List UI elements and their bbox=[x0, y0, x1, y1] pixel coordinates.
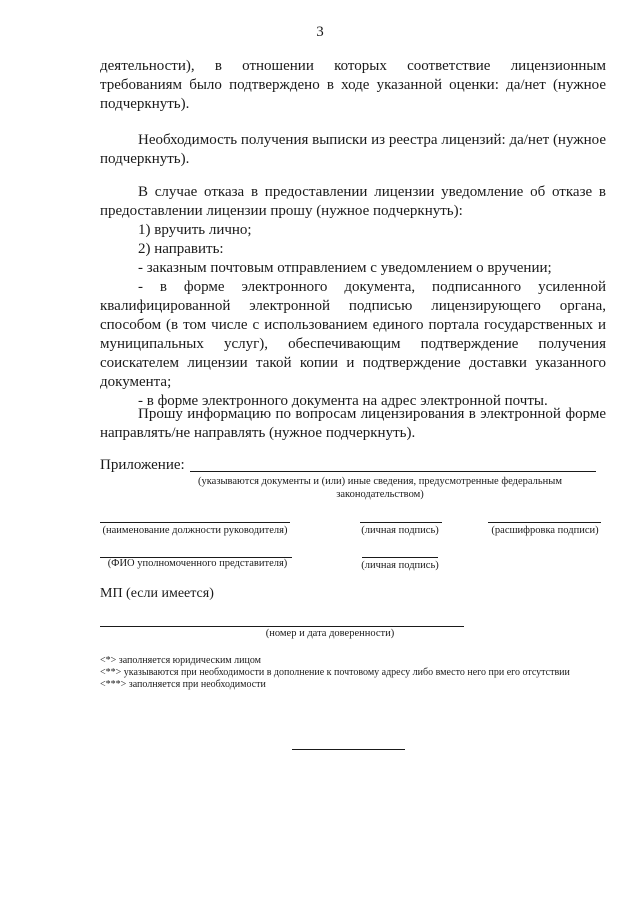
footnote-2: <**> указываются при необходимости в дополнение к почтовому адресу либо вместо него при его отсутствии bbox=[100, 667, 570, 678]
refusal-notice-text: В случае отказа в предоставлении лицензии уведомление об отказе в предоставлении лицензии прошу (нужное подчеркнуть): bbox=[100, 184, 606, 219]
option-send: 2) направить: bbox=[138, 241, 224, 257]
appendix-label bbox=[100, 456, 606, 475]
seal-label-text: МП (если имеется) bbox=[100, 586, 214, 601]
signature-decoding-line bbox=[488, 522, 601, 523]
signature-caption-2: (личная подпись) bbox=[361, 560, 439, 571]
footnotes bbox=[100, 655, 606, 691]
head-position-line bbox=[100, 522, 290, 523]
signature-line-2 bbox=[362, 557, 438, 558]
end-divider-line bbox=[292, 749, 405, 750]
power-of-attorney-caption: (номер и дата доверенности) bbox=[265, 628, 395, 639]
paragraph-electronic-info-text: Прошу информацию по вопросам лицензирования в электронной форме направлять/не направлять (нужное подчеркнуть). bbox=[100, 406, 606, 441]
option-electronic-document: - в форме электронного документа, подписанного усиленной квалифицированной электронной подписью лицензирующего органа, способом (в том числе с использованием единого портала государственных и муниципальных услуг), обеспечивающим подтверждение получения соискателем лицензии такой копии и подтверждение доставки указанного документа; bbox=[100, 279, 606, 390]
footnote-1: <*> заполняется юридическим лицом bbox=[100, 655, 261, 666]
paragraph-activities bbox=[100, 57, 606, 114]
appendix-caption-2: законодательством) bbox=[336, 489, 424, 500]
paragraph-electronic-info bbox=[100, 405, 606, 443]
option-hand-deliver: 1) вручить лично; bbox=[138, 222, 252, 238]
signature-line-1 bbox=[360, 522, 442, 523]
signature-decoding-caption: (расшифровка подписи) bbox=[491, 525, 599, 536]
footnote-3: <***> заполняется при необходимости bbox=[100, 679, 266, 690]
power-of-attorney-line bbox=[100, 626, 464, 627]
appendix-caption-1: (указываются документы и (или) иные сведения, предусмотренные федеральным bbox=[197, 476, 563, 487]
page-number: 3 bbox=[316, 24, 324, 40]
option-registered-mail: - заказным почтовым отправлением с уведомлением о вручении; bbox=[138, 260, 552, 276]
option-email: - в форме электронного документа на адрес электронной почты. bbox=[138, 393, 548, 409]
head-position-caption: (наименование должности руководителя) bbox=[102, 525, 288, 536]
appendix-field-line bbox=[190, 471, 596, 472]
paragraph-activities-text: деятельности), в отношении которых соответствие лицензионным требованиям было подтверждено в ходе указанной оценки: да/нет (нужное подчеркнуть). bbox=[100, 58, 606, 112]
appendix-label-text: Приложение: bbox=[100, 457, 185, 473]
paragraph-extract-text: Необходимость получения выписки из реестра лицензий: да/нет (нужное подчеркнуть). bbox=[100, 132, 606, 167]
seal-label bbox=[100, 584, 606, 603]
signature-caption-1: (личная подпись) bbox=[361, 525, 439, 536]
representative-caption: (ФИО уполномоченного представителя) bbox=[107, 558, 288, 569]
refusal-notice-section bbox=[100, 183, 606, 411]
paragraph-extract bbox=[100, 131, 606, 169]
